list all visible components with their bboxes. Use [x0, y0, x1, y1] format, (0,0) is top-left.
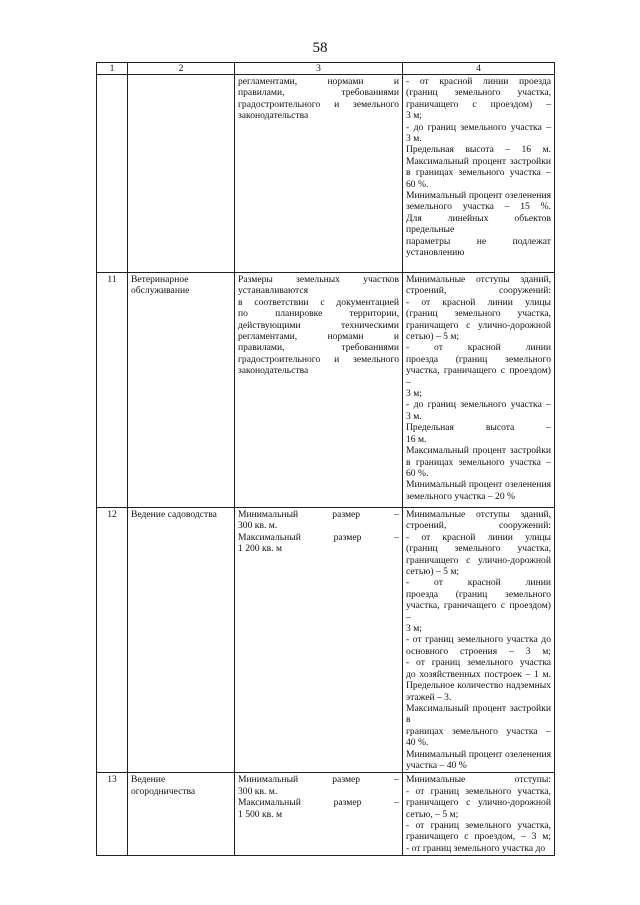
- text-line: в границах земельного участка –: [406, 456, 551, 468]
- column-header: 4: [403, 63, 555, 75]
- text-line: участка – 40 %: [406, 759, 467, 771]
- text-line: сетью) – 5 м;: [406, 566, 460, 578]
- text-line: правилами, требованиями: [238, 87, 399, 99]
- text-line: Минимальный размер –: [238, 509, 399, 520]
- text-line: 60 %.: [406, 178, 429, 190]
- text-line: Минимальные отступы зданий,: [406, 509, 551, 520]
- text-line: - от красной линии: [406, 342, 551, 354]
- text-line: - от красной линии улицы: [406, 531, 551, 543]
- text-line: установлению: [406, 247, 465, 259]
- text-line: - от границ земельного участка до: [406, 842, 546, 854]
- text-line: 3 м.: [406, 410, 422, 422]
- text-line: - от границ земельного участка: [406, 657, 551, 669]
- text-line: Размеры земельных участков: [238, 274, 399, 285]
- column-header: 1: [97, 63, 128, 75]
- page-number: 58: [312, 40, 328, 56]
- use-type-cell: [128, 75, 235, 273]
- text-line: 3 м;: [406, 623, 422, 635]
- text-line: сетью, – 5 м;: [406, 808, 459, 820]
- text-line: регламентами, нормами и: [238, 331, 399, 343]
- text-line: основного строения – 3 м;: [406, 645, 551, 657]
- text-line: (границ земельного участка,: [406, 87, 551, 99]
- text-line: Максимальный процент застройки: [406, 155, 551, 167]
- text-line: земельного участка – 15 %.: [406, 201, 551, 213]
- text-line: Максимальный процент застройки: [406, 445, 551, 457]
- text-line: граничащего с улично-дорожной: [406, 797, 551, 809]
- text-line: Максимальный размер –: [238, 531, 399, 543]
- text-line: по планировке территории,: [238, 308, 399, 320]
- row-number-cell: 13: [97, 773, 128, 856]
- text-line: 16 м.: [406, 433, 427, 445]
- text-line: регламентами, нормами и: [238, 76, 399, 87]
- row-number-cell: 12: [97, 508, 128, 773]
- text-line: участка, граничащего с проездом) –: [406, 365, 551, 388]
- use-type-cell: Ведение садоводства: [128, 508, 235, 773]
- use-type-cell: Ведение огородничества: [128, 773, 235, 856]
- text-line: параметры не подлежат: [406, 235, 551, 247]
- text-line: Для линейных объектов предельные: [406, 212, 551, 236]
- text-line: 60 %.: [406, 467, 429, 479]
- text-line: 300 кв. м.: [238, 785, 278, 797]
- limits-cell: [403, 773, 555, 856]
- text-line: правилами, требованиями: [238, 342, 399, 354]
- column-header: 3: [235, 63, 403, 75]
- text-line: законодательства: [238, 365, 309, 377]
- text-line: участка, граничащего с проездом) –: [406, 600, 551, 623]
- parameters-cell: [235, 773, 403, 856]
- parameters-cell: [235, 273, 403, 508]
- table-header-row: [97, 63, 555, 75]
- text-line: Минимальный размер –: [238, 774, 399, 786]
- text-line: 3 м;: [406, 110, 422, 122]
- text-line: 1 500 кв. м: [238, 808, 283, 820]
- text-line: сетью) – 5 м;: [406, 331, 460, 343]
- text-line: - от красной линии: [406, 577, 551, 589]
- text-line: граничащего с улично-дорожной: [406, 319, 551, 331]
- text-line: устанавливаются: [238, 285, 309, 297]
- text-line: границах земельного участка –: [406, 725, 551, 737]
- text-line: проезда (границ земельного: [406, 353, 551, 365]
- limits-cell: [403, 75, 555, 273]
- text-line: до хозяйственных построек – 1 м.: [406, 668, 551, 680]
- text-line: законодательства: [238, 110, 309, 122]
- text-line: - от красной линии проезда: [406, 76, 551, 87]
- text-line: 300 кв. м.: [238, 520, 278, 532]
- text-line: в соответствии с документацией: [238, 296, 399, 308]
- text-line: земельного участка – 20 %: [406, 490, 516, 502]
- text-line: Минимальный процент озеленения: [406, 479, 551, 491]
- table-row: [97, 75, 555, 273]
- text-line: - до границ земельного участка –: [406, 399, 551, 411]
- text-line: проезда (границ земельного: [406, 588, 551, 600]
- text-line: 3 м;: [406, 388, 422, 400]
- limits-cell: [403, 273, 555, 508]
- parameters-cell: [235, 508, 403, 773]
- text-line: 1 200 кв. м: [238, 543, 283, 555]
- text-line: Предельная высота –: [406, 422, 551, 434]
- text-line: (границ земельного участка,: [406, 543, 551, 555]
- text-line: - от границ земельного участка,: [406, 785, 551, 797]
- text-line: (границ земельного участка,: [406, 308, 551, 320]
- column-header: 2: [128, 63, 235, 75]
- text-line: Максимальный процент застройки в: [406, 702, 551, 726]
- text-line: строений, сооружений:: [406, 520, 551, 532]
- text-line: 40 %.: [406, 737, 429, 749]
- parameters-cell: [235, 75, 403, 273]
- row-number-cell: [97, 75, 128, 273]
- text-line: - от границ земельного участка,: [406, 819, 551, 831]
- table-row: [97, 508, 555, 773]
- text-line: градостроительного и земельного: [238, 98, 399, 110]
- text-line: действующими техническими: [238, 319, 399, 331]
- text-line: Минимальные отступы зданий,: [406, 274, 551, 285]
- regulations-table: [96, 62, 555, 856]
- text-line: Предельная высота – 16 м.: [406, 144, 551, 156]
- use-type-cell: Ветеринарное обслуживание: [128, 273, 235, 508]
- text-line: граничащего с проездом, – 3 м;: [406, 831, 551, 843]
- table-row: [97, 273, 555, 508]
- text-line: 3 м.: [406, 133, 422, 145]
- text-line: градостроительного и земельного: [238, 353, 399, 365]
- text-line: Минимальный процент озеленения: [406, 748, 551, 760]
- row-number-cell: 11: [97, 273, 128, 508]
- text-line: Минимальный процент озеленения: [406, 190, 551, 202]
- text-line: Предельное количество надземных: [406, 680, 551, 692]
- table-row: [97, 773, 555, 856]
- text-line: - до границ земельного участка –: [406, 121, 551, 133]
- text-line: граничащего с улично-дорожной: [406, 554, 551, 566]
- text-line: - от красной линии улицы: [406, 296, 551, 308]
- text-line: в границах земельного участка –: [406, 167, 551, 179]
- text-line: этажей – 3.: [406, 691, 452, 703]
- text-line: - от границ земельного участка до: [406, 634, 551, 646]
- text-line: Минимальные отступы:: [406, 774, 551, 786]
- text-line: Максимальный размер –: [238, 797, 399, 809]
- text-line: строений, сооружений:: [406, 285, 551, 297]
- text-line: граничащего с проездом) –: [406, 98, 551, 110]
- limits-cell: [403, 508, 555, 773]
